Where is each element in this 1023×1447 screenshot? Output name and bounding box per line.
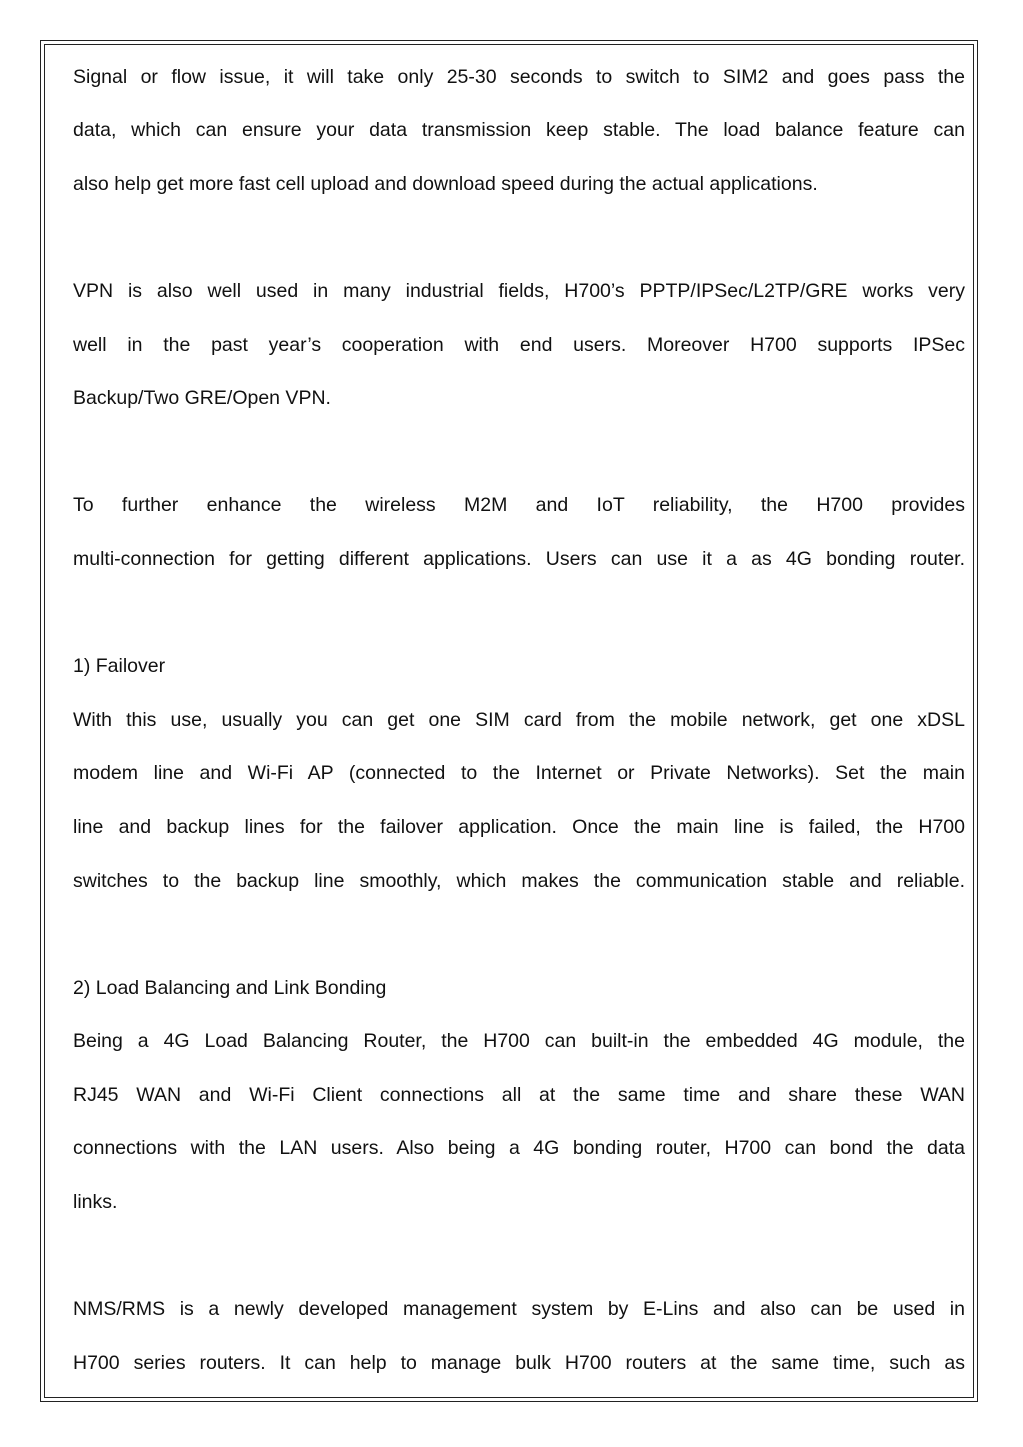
text-line: Backup/Two GRE/Open VPN.: [73, 387, 331, 409]
text-line: line and backup lines for the failover application. Once the main line is failed, the H700: [73, 816, 965, 838]
text-line: also help get more fast cell upload and download speed during the actual applications.: [73, 173, 818, 195]
text-line: H700 series routers. It can help to manage bulk H700 routers at the same time, such as: [73, 1352, 965, 1374]
text-line: NMS/RMS is a newly developed management system by E-Lins and also can be used in: [73, 1298, 965, 1320]
text-line: Being a 4G Load Balancing Router, the H700 can built-in the embedded 4G module, the: [73, 1030, 965, 1052]
text-line: links.: [73, 1191, 118, 1213]
text-line: VPN is also well used in many industrial fields, H700’s PPTP/IPSec/L2TP/GRE works very: [73, 280, 965, 302]
text-line: With this use, usually you can get one SIM card from the mobile network, get one xDSL: [73, 709, 965, 731]
text-line: modem line and Wi-Fi AP (connected to the Internet or Private Networks). Set the main: [73, 762, 965, 784]
text-line: data, which can ensure your data transmission keep stable. The load balance feature can: [73, 119, 965, 141]
text-line: switches to the backup line smoothly, which makes the communication stable and reliable.: [73, 870, 965, 892]
text-line: multi-connection for getting different applications. Users can use it a as 4G bonding router.: [73, 548, 965, 570]
text-line: connections with the LAN users. Also being a 4G bonding router, H700 can bond the data: [73, 1137, 965, 1159]
section-heading: 1) Failover: [73, 655, 166, 677]
text-line: To further enhance the wireless M2M and IoT reliability, the H700 provides: [73, 494, 965, 516]
section-heading: 2) Load Balancing and Link Bonding: [73, 977, 387, 999]
text-line: well in the past year’s cooperation with end users. Moreover H700 supports IPSec: [73, 334, 965, 356]
text-line: RJ45 WAN and Wi-Fi Client connections all at the same time and share these WAN: [73, 1084, 965, 1106]
text-line: Signal or flow issue, it will take only 25-30 seconds to switch to SIM2 and goes pass the: [73, 66, 965, 88]
